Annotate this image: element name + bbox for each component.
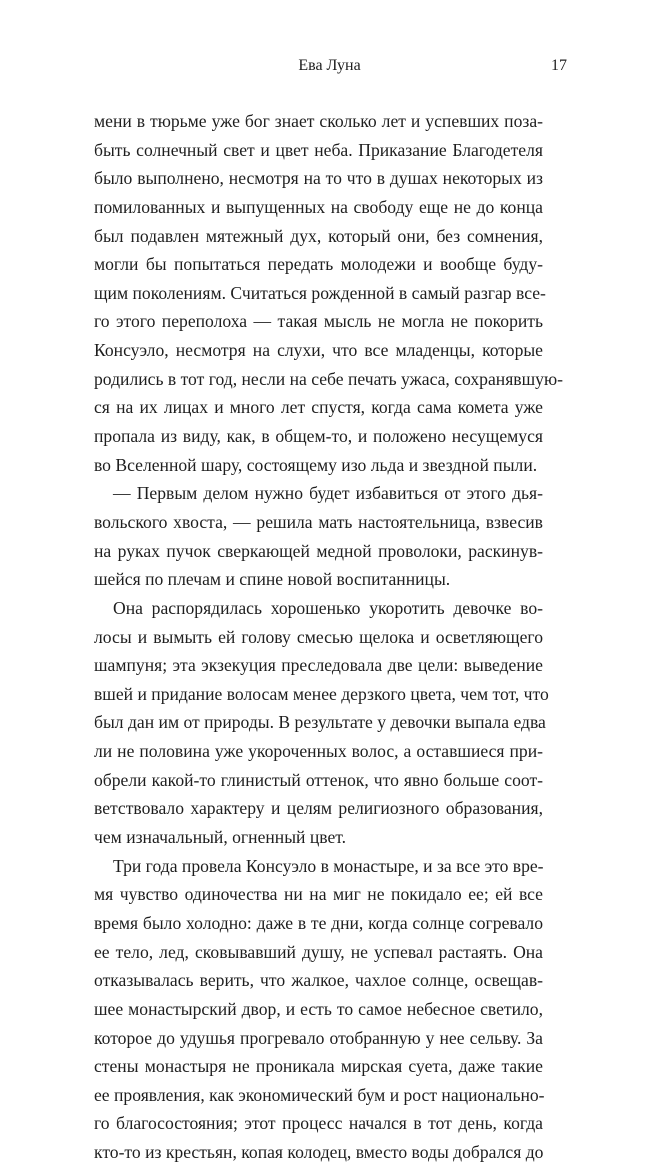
text-line: могли бы попытаться передать молодежи и вообще буду-	[94, 254, 543, 275]
text-line: быть солнечный свет и цвет неба. Приказание Благодетеля	[94, 139, 543, 160]
body-text	[94, 107, 563, 1167]
text-line: время было холодно: даже в те дни, когда солнце согревало	[94, 912, 543, 933]
text-line: щим поколениям. Считаться рожденной в самый разгар все-	[94, 282, 546, 303]
text-line: мени в тюрьме уже бог знает сколько лет и успевших поза-	[94, 111, 543, 131]
text-line: ветствовало характеру и целям религиозного образования,	[94, 798, 543, 819]
text-line: пропала из виду, как, в общем-то, и положено несущемуся	[94, 426, 543, 447]
text-line: — Первым делом нужно будет избавиться от этого дья-	[113, 483, 543, 504]
text-line: обрели какой-то глинистый оттенок, что явно больше соот-	[94, 769, 543, 790]
text-line: Три года провела Консуэло в монастыре, и за все это вре-	[113, 855, 544, 876]
page-number: 17	[551, 57, 567, 74]
text-line: вшей и придание волосам менее дерзкого цвета, чем тот, что	[94, 683, 549, 704]
text-line: стены монастыря не проникала мирская суета, даже такие	[94, 1056, 543, 1077]
text-line: было выполнено, несмотря на то что в душах некоторых из	[94, 168, 543, 189]
text-line: был дан им от природы. В результате у девочки выпала едва	[94, 712, 546, 733]
text-line: вольского хвоста, — решила мать настоятельница, взвесив	[94, 511, 543, 532]
text-line: отказывалась верить, что жалкое, чахлое солнце, освещав-	[94, 970, 543, 991]
text-line: Она распорядилась хорошенько укоротить девочке во-	[113, 597, 543, 618]
text-line: был подавлен мятежный дух, который они, без сомнения,	[94, 225, 543, 246]
text-line: ли не половина уже укороченных волос, а оставшиеся при-	[94, 741, 543, 762]
text-line: помилованных и выпущенных на свободу еще не до конца	[94, 196, 543, 217]
text-line: во Вселенной шару, состоящему изо льда и звездной пыли.	[94, 454, 538, 475]
text-line: лосы и вымыть ей голову смесью щелока и осветляющего	[94, 626, 543, 647]
text-line: родились в тот год, несли на себе печать ужаса, сохранявшую-	[94, 368, 563, 389]
text-line: го этого переполоха — такая мысль не могла не покорить	[94, 311, 543, 332]
text-line: ее проявления, как экономический бум и рост национально-	[94, 1084, 545, 1105]
text-line: ее тело, лед, сковывавший душу, не успевал растаять. Она	[94, 941, 543, 962]
text-line: чем изначальный, огненный цвет.	[94, 827, 347, 848]
text-line: мя чувство одиночества ни на миг не покидало ее; ей все	[94, 884, 543, 905]
text-line: кто-то из крестьян, копая колодец, вместо воды добрался до	[94, 1142, 544, 1163]
text-line: которое до удушья прогревало отобранную у нее сельву. За	[94, 1027, 543, 1048]
text-line: шейся по плечам и спине новой воспитанницы.	[94, 569, 451, 590]
text-line: на руках пучок сверкающей медной проволоки, раскинув-	[94, 540, 543, 561]
text-line: го благосостояния; этот процесс начался в тот день, когда	[94, 1113, 543, 1134]
running-title: Ева Луна	[298, 57, 361, 74]
text-line: ся на их лицах и много лет спустя, когда сама комета уже	[94, 397, 543, 418]
text-line: шее монастырский двор, и есть то самое небесное светило,	[94, 998, 543, 1019]
text-line: Консуэло, несмотря на слухи, что все младенцы, которые	[94, 340, 543, 361]
text-line: шампуня; эта экзекуция преследовала две цели: выведение	[94, 655, 543, 676]
